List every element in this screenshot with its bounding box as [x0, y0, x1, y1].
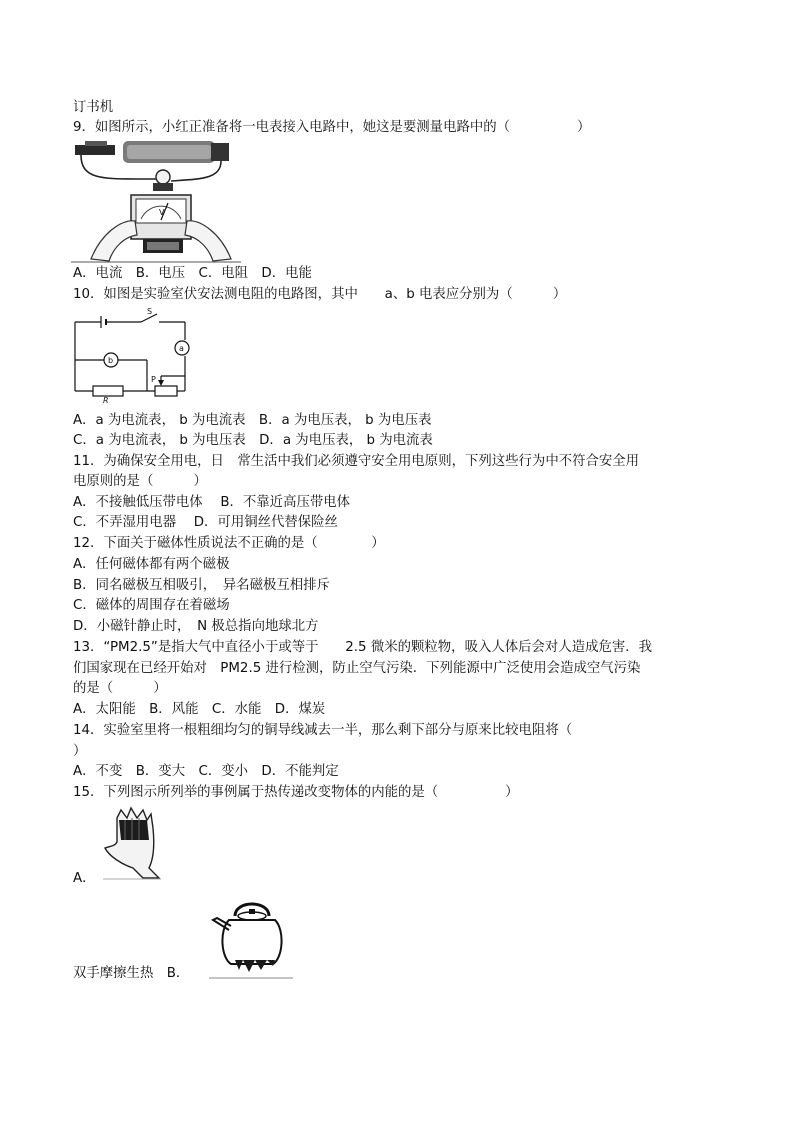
question-9-options: A．电流 B．电压 C．电阻 D．电能: [73, 266, 312, 281]
question-15-option-b: 双手摩擦生热 B．: [73, 966, 190, 981]
circuit-diagram: [71, 308, 193, 404]
question-10: 10．如图是实验室伏安法测电阻的电路图，其中 a、b 电表应分别为（ ）: [73, 287, 567, 302]
question-11-options-ab: A．不接触低压带电体 B．不靠近高压带电体: [73, 495, 351, 510]
question-15-option-a: A．: [73, 871, 96, 886]
question-12-option-b: B．同名磁极互相吸引， 异名磁极互相排斥: [73, 578, 330, 593]
meter-v-label: V: [159, 208, 165, 217]
meter-b-label: b: [108, 356, 114, 365]
question-13-line2: 们国家现在已经开始对 PM2.5 进行检测，防止空气污染．下列能源中广泛使用会造成空气污染: [73, 661, 641, 676]
question-12-option-a: A．任何磁体都有两个磁极: [73, 557, 230, 572]
question-14-line1: 14．实验室里将一根粗细均匀的铜导线减去一半，那么剩下部分与原来比较电阻将（: [73, 723, 573, 738]
voltmeter-photo: [71, 139, 241, 263]
hands-figure: [103, 806, 161, 880]
question-10-options-cd: C．a 为电流表， b 为电压表 D．a 为电压表， b 为电流表: [73, 433, 433, 448]
meter-a-label: a: [179, 344, 184, 353]
question-10-options-ab: A．a 为电流表， b 为电流表 B．a 为电压表， b 为电压表: [73, 413, 432, 428]
kettle-figure: [209, 896, 293, 980]
question-13-line1: 13．“PM2.5”是指大气中直径小于或等于 2.5 微米的颗粒物，吸入人体后会对人造成危害．我: [73, 640, 653, 655]
question-11-line2: 电原则的是（ ）: [73, 474, 207, 489]
question-15: 15．下列图示所列举的事例属于热传递改变物体的内能的是（ ）: [73, 785, 519, 800]
question-14-line2: ）: [73, 744, 87, 759]
question-11-options-cd: C．不弄湿用电器 D．可用铜丝代替保险丝: [73, 515, 338, 530]
question-13-line3: 的是（ ）: [73, 681, 167, 696]
question-14-options: A．不变 B．变大 C．变小 D．不能判定: [73, 764, 339, 779]
question-13-options: A．太阳能 B．风能 C．水能 D．煤炭: [73, 702, 326, 717]
question-12-option-c: C．磁体的周围存在着磁场: [73, 598, 230, 613]
question-12-option-d: D．小磁针静止时， N 极总指向地球北方: [73, 619, 319, 634]
question-12: 12．下面关于磁体性质说法不正确的是（ ）: [73, 536, 385, 551]
question-11-line1: 11．为确保安全用电，日 常生活中我们必须遵守安全用电原则，下列这些行为中不符合安全用: [73, 454, 640, 469]
slider-p-label: P: [151, 375, 156, 384]
resistor-r-label: R: [103, 396, 109, 404]
question-9: 9．如图所示，小红正准备将一电表接入电路中，她这是要测量电路中的（ ）: [73, 120, 591, 135]
text-line: 订书机: [73, 100, 114, 115]
slider-arrow-icon: [158, 380, 164, 386]
switch-label: S: [147, 308, 153, 316]
